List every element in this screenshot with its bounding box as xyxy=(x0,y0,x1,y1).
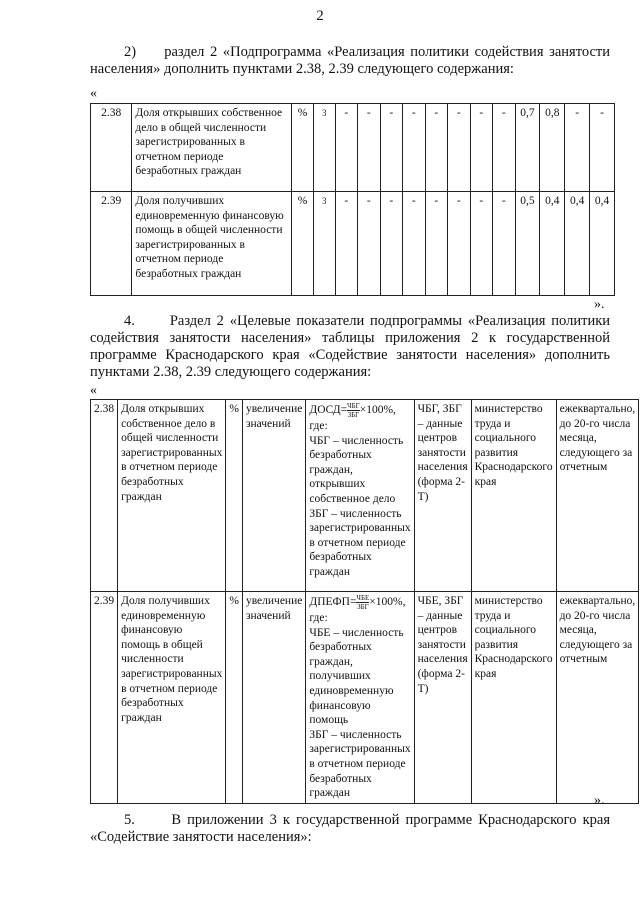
value-cell: - xyxy=(403,104,426,192)
period-cell: ежеквартально, до 20-го числа месяца, следующего за отчетным xyxy=(556,400,639,592)
table-row xyxy=(91,104,615,192)
responsible-cell: министерство труда и социального развития Краснодарского края xyxy=(471,592,556,804)
value-cell: - xyxy=(590,104,615,192)
value-cell: - xyxy=(335,104,358,192)
value-cell: 0,8 xyxy=(540,104,565,192)
item-4-text: Раздел 2 «Целевые показатели подпрограммы «Реализация политики содействия занятости населения» таблицы приложения 2 к государственной программе Краснодарского края «Содействие занятости населения» дополнить пунктами 2.38, 2.39 следующего содержания: xyxy=(90,313,611,380)
formula-where: где: xyxy=(309,612,328,624)
formula-multiplier: ×100%, xyxy=(369,596,406,609)
value-cell: - xyxy=(565,104,590,192)
value-cell: - xyxy=(493,104,516,192)
row-number: 2.39 xyxy=(91,592,118,804)
value-cell: - xyxy=(448,104,471,192)
formula-cell xyxy=(306,400,414,592)
formula-definition: ЗБГ – численность зарегистрированных в отчетном периоде безработных граждан xyxy=(309,728,411,800)
indicator-name: Доля открывших собственное дело в общей численности зарегистрированных в отчетном периоде безработных граждан xyxy=(132,104,292,192)
value-cell: - xyxy=(470,192,493,296)
row-number: 2.38 xyxy=(91,104,132,192)
value-cell: - xyxy=(335,192,358,296)
value-cell: 0,4 xyxy=(565,192,590,296)
table-row xyxy=(91,192,615,296)
value-cell: - xyxy=(358,192,381,296)
value-cell: - xyxy=(448,192,471,296)
fraction-denominator: ЗБГ xyxy=(357,603,369,611)
value-cell: - xyxy=(358,104,381,192)
formula-where: где: xyxy=(309,420,328,432)
formula-fraction xyxy=(347,402,360,419)
value-cell: - xyxy=(380,192,403,296)
item-2-paragraph xyxy=(90,44,610,78)
value-cell: - xyxy=(425,192,448,296)
formula-definition: ЧБЕ – численность безработных граждан, получивших единовременную финансовую помощь xyxy=(309,626,404,727)
status-cell: 3 xyxy=(313,104,335,192)
unit-cell: % xyxy=(292,192,314,296)
indicator-name: Доля открывших собственное дело в общей численности зарегистрированных в отчетном периоде безработных граждан xyxy=(118,400,226,592)
item-5-number: 5. xyxy=(124,812,135,828)
table-row xyxy=(91,400,639,592)
value-cell: - xyxy=(380,104,403,192)
formula-label: ДПЕФП= xyxy=(309,596,357,609)
formula-definition: ЗБГ – численность зарегистрированных в отчетном периоде безработных граждан xyxy=(309,507,411,578)
direction-cell: увеличение значений xyxy=(242,400,305,592)
source-cell: ЧБЕ, ЗБГ – данные центров занятости населения (форма 2-Т) xyxy=(414,592,471,804)
value-cell: 0,4 xyxy=(590,192,615,296)
item-2-number: 2) xyxy=(124,44,137,60)
close-quote-2: ». xyxy=(594,793,605,808)
formula-fraction xyxy=(356,594,369,611)
value-cell: 0,5 xyxy=(515,192,540,296)
item-5-text: В приложении 3 к государственной программе Краснодарского края «Содействие занятости населения»: xyxy=(90,812,610,845)
value-cell: - xyxy=(403,192,426,296)
item-4-number: 4. xyxy=(124,313,135,329)
source-cell: ЧБГ, ЗБГ – данные центров занятости населения (форма 2-Т) xyxy=(414,400,471,592)
unit-cell: % xyxy=(226,400,243,592)
formula-cell xyxy=(306,592,414,804)
fraction-denominator: ЗБГ xyxy=(347,411,360,419)
item-5-paragraph xyxy=(90,812,610,846)
row-number: 2.38 xyxy=(91,400,118,592)
indicators-table-2 xyxy=(90,399,639,804)
formula xyxy=(309,594,410,611)
table-row xyxy=(91,592,639,804)
unit-cell: % xyxy=(226,592,243,804)
status-cell: 3 xyxy=(313,192,335,296)
row-number: 2.39 xyxy=(91,192,132,296)
item-4-paragraph xyxy=(90,313,610,381)
indicator-name: Доля получивших единовременную финансовую помощь в общей численности зарегистрированных в отчетном периоде безработных граждан xyxy=(118,592,226,804)
formula-definition: ЧБГ – численность безработных граждан, открывших собственное дело xyxy=(309,434,404,505)
indicator-name: Доля получивших единовременную финансовую помощь в общей численности зарегистрированных в отчетном периоде безработных граждан xyxy=(132,192,292,296)
value-cell: 0,4 xyxy=(540,192,565,296)
period-cell: ежеквартально, до 20-го числа месяца, следующего за отчетным xyxy=(556,592,639,804)
value-cell: - xyxy=(470,104,493,192)
formula-label: ДОСД= xyxy=(309,404,348,417)
value-cell: - xyxy=(425,104,448,192)
fraction-numerator: ЧБГ xyxy=(347,402,360,410)
open-quote-1: « xyxy=(90,86,97,101)
formula-multiplier: ×100%, xyxy=(359,404,396,417)
value-cell: - xyxy=(493,192,516,296)
unit-cell: % xyxy=(292,104,314,192)
item-2-text: раздел 2 «Подпрограмма «Реализация политики содействия занятости населения» дополнить пунктами 2.38, 2.39 следующего содержания: xyxy=(90,44,610,77)
formula xyxy=(309,402,410,419)
indicators-table-1 xyxy=(90,103,615,296)
value-cell: 0,7 xyxy=(515,104,540,192)
close-quote-1: ». xyxy=(594,297,605,312)
page-number: 2 xyxy=(316,8,324,24)
open-quote-2: « xyxy=(90,383,97,398)
responsible-cell: министерство труда и социального развития Краснодарского края xyxy=(471,400,556,592)
direction-cell: увеличение значений xyxy=(242,592,305,804)
fraction-numerator: ЧБЕ xyxy=(356,594,370,602)
